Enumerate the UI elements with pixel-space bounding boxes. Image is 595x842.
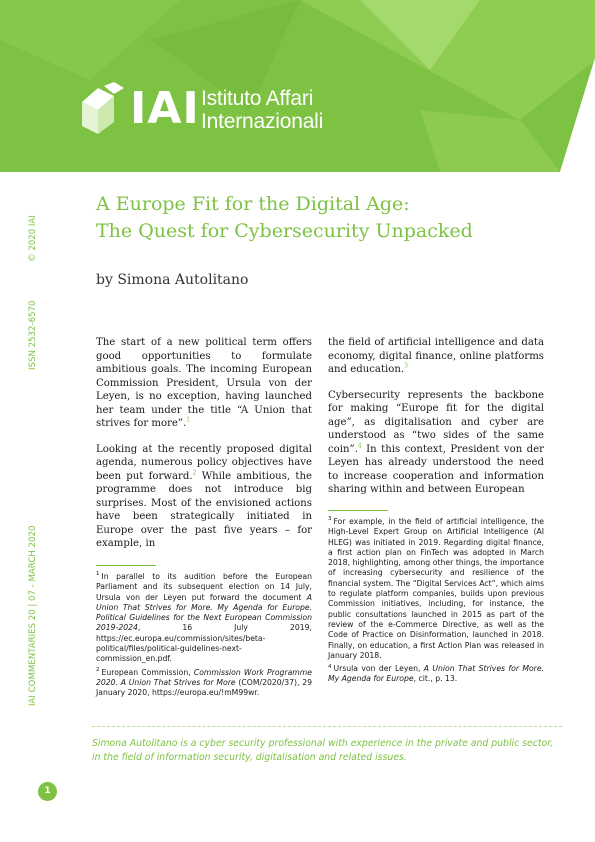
paragraph: Cybersecurity represents the backbone for making “Europe fit for the digital age”, as digitalisation and cyber are understood as “two sides of the same coin”.$^4$ In this context, President von der Leyen has already understood the need to increase cooperation and information sharing within and between European (328, 389, 544, 495)
logo-name-line2: Internazionali (201, 110, 324, 133)
body-right-column (328, 336, 544, 509)
footnote-ref[interactable]: 4 (357, 442, 362, 450)
paragraph: the field of artificial intelligence and data economy, digital finance, online platforms and education.$^3$ (328, 337, 544, 375)
article-title (96, 191, 576, 245)
footnote-ref[interactable]: 3 (404, 362, 408, 370)
footnote-divider (96, 565, 156, 566)
author-bio: Simona Autolitano is a cyber security professional with experience in the private and public sector, in the field of information security, digitalisation and related issues. (92, 738, 554, 763)
footnote: $^3$ For example, in the field of artificial intelligence, the High-Level Expert Group on Artificial Intelligence (AI HLEG) was initiated in 2019. Regarding digital finance, a first action plan on FinTech was adopted in March 2018, highlighting, among other things, the importance of increasing cybersecurity and resilience of the financial system. The “Digital Services Act”, which aims to regulate platform companies, builds upon previous Commission initiatives, including, for instance, the public consultations launched in 2015 as part of the review of the e-Commerce Directive, as well as the Code of Practice on Disinformation, launched in 2018. Finally, on education, a first Action Plan was released in January 2018. (328, 516, 544, 660)
body-left-column (96, 336, 312, 563)
footnotes-right (328, 510, 544, 688)
footnote-divider (328, 510, 388, 511)
footnote: $^4$ Ursula von der Leyen, A Union That Strives for More. My Agenda for Europe, cit., p. 13. (328, 663, 544, 684)
footnote-ref[interactable]: 2 (192, 469, 197, 477)
paragraph: The start of a new political term offers good opportunities to formulate ambitious goals. The incoming European Commission President, Ursula von der Leyen, is no exception, having launched her team under the title “A Union that strives for more”.$^1$ (96, 337, 312, 429)
logo-institute-name (201, 87, 323, 133)
logo-acronym: IAI (130, 83, 200, 134)
header-banner (0, 0, 595, 172)
article-title-line2: The Quest for Cybersecurity Unpacked (96, 220, 473, 242)
page-number-badge: 1 (38, 782, 57, 801)
footnote: $^1$ In parallel to its audition before the European Parliament and its subsequent election on 14 July, Ursula von der Leyen put forward the document A Union That Strives for More. My Agenda for Europe. Political Guidelines for the Next European Commission 2019-2024, 16 July 2019, https://ec.europa.eu/commission/sites/beta-political/files/political-guidelines-next-commission_en.pdf. (96, 571, 312, 664)
footnote: $^2$ European Commission, Commission Work Programme 2020. A Union That Strives for More (COM/2020/37), 29 January 2020, https://europa.eu/!mM99wr. (96, 667, 312, 698)
iai-cube-icon (78, 82, 130, 138)
footnotes-left (96, 565, 312, 702)
article-author: by Simona Autolitano (96, 272, 249, 288)
paragraph: Looking at the recently proposed digital agenda, numerous policy objectives have been put forward.$^2$ While ambitious, the programme does not introduce big surprises. Most of the envisioned actions have been strategically initiated in Europe over the past five years – for example, in (96, 443, 312, 549)
logo-name-line1: Istituto Affari (201, 87, 314, 110)
footnote-ref[interactable]: 1 (186, 416, 191, 424)
bio-divider (92, 726, 562, 727)
article-title-line1: A Europe Fit for the Digital Age: (96, 193, 410, 215)
